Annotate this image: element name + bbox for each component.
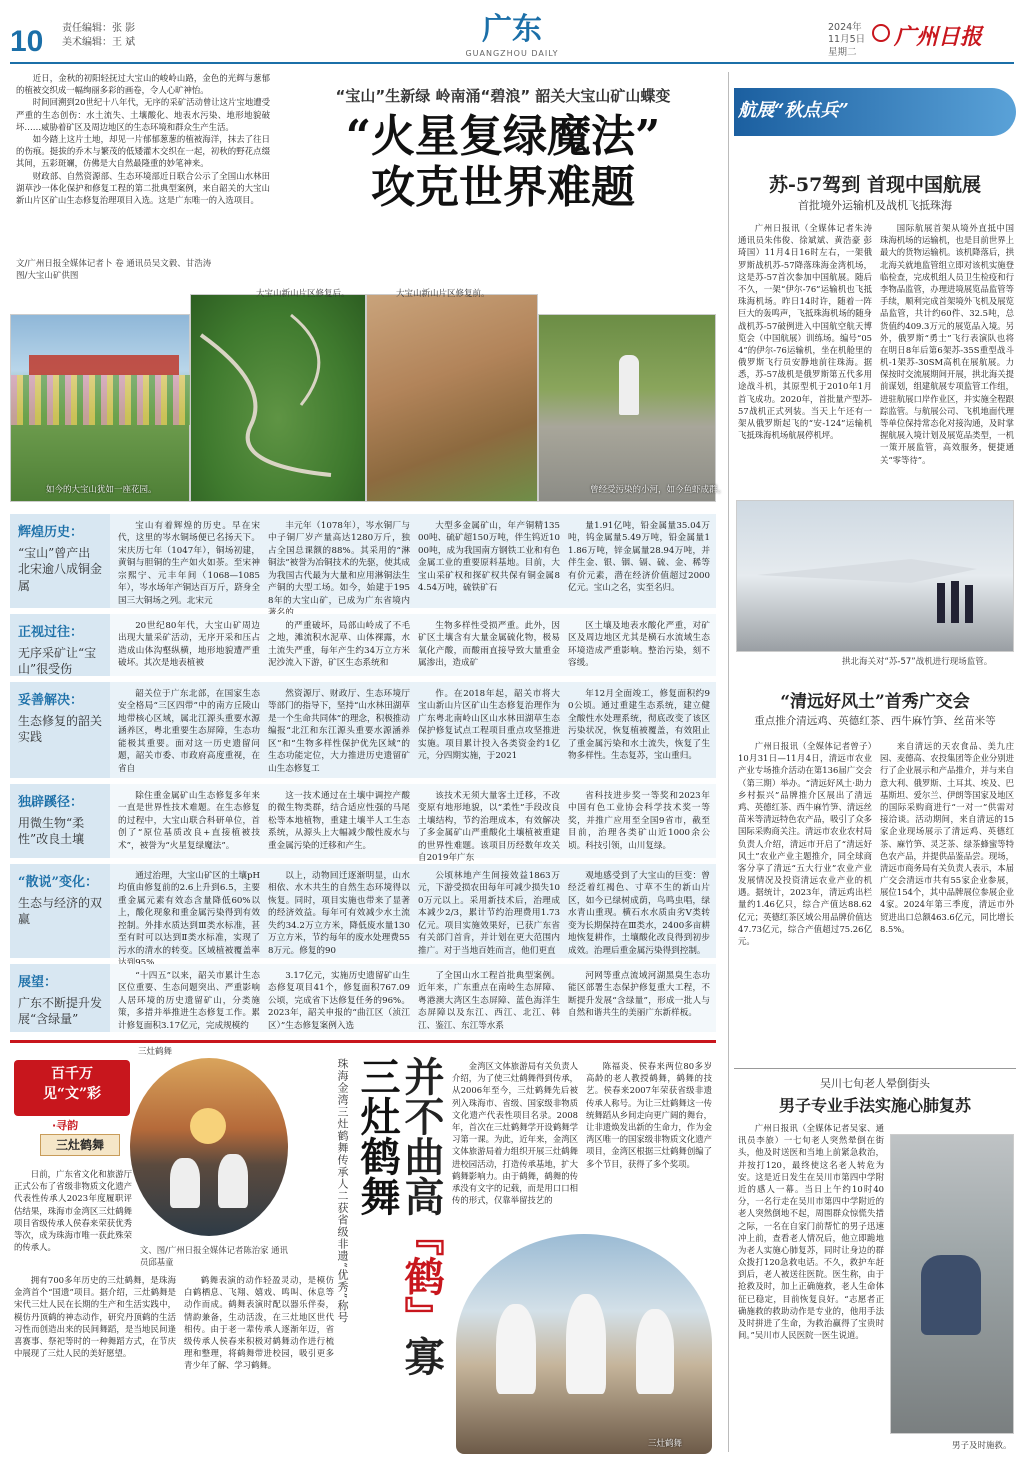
cpr-rule <box>734 1068 1016 1069</box>
lead-intro-p2: 时间回溯到20世纪十八年代，无序的采矿活动曾让这片宝地遭受严重的生态创伤：水土流失、土壤酸化、地表水污染、地形地貌破坏……威胁着矿区及周边地区的生态环境和群众生产生活。 <box>16 97 270 132</box>
photo-label-crane-2: 三灶鹤舞 <box>648 1439 683 1449</box>
badge-top: 百千万 <box>51 1066 93 1082</box>
cpr-text: 广州日报讯（全媒体记者吴家、通讯员李旅）一七旬老人突然晕倒在街头，他及时送医和当地上前紧急救治，并按打120，最终使这名老人转危为安。这是近日发生在吴川市第四中学附近的感人一幕。当日上午约10时40分，一名行走在吴川市第四中学附近的老人突然倒地不起，周围群众惊慌失措之际，一名在自家门前帮忙的男子迅速冲上前，查看老人情况后，他立即跪地为老人实施心肺复苏，同时让身边的群众拨打120急救电话。不久，救护车赶到后，老人被送往医院。医生称，由于抢救及时，加上正确施救，老人生命体征已稳定，目前恢复良好。“志愿者正确施救的救助动作是专业的，他用手法及时拼进了生命，为救治赢得了宝贵时间。”吴川市人民医院一医生说道。 <box>738 1123 884 1341</box>
feature-body4: 陈福炎、侯春来两位80多岁高龄的老人教授鹤舞，鹤舞的技艺。侯春来2007年荣获省级非遗传承人称号。为让三灶鹤舞这一传统舞蹈从乡间走向更广阔的舞台，让非遗焕发出新的生命力，作为金湾区唯一的国家级非物质文化遗产项目，金湾区根据三灶鹤舞创编了多个节目，获得了多个奖项。 <box>586 1061 712 1169</box>
band-outlook-col2: 3.17亿元，实施历史遗留矿山生态修复项目41个，修复面积767.09公顷，完成省下达修复任务的96%。2023年，韶关申报的“曲江区（浈江区）”生态修复案例入选 <box>268 971 410 1031</box>
band-outlook-key: 展望： <box>18 975 58 990</box>
band-change-label <box>10 864 110 958</box>
band-past-label <box>10 614 110 676</box>
caption-after: 大宝山新山片区修复后。 <box>256 289 350 299</box>
su57-text2: 国际航展首架从境外直抵中国珠海机场的运输机，也是目前世界上最大的货物运输机。该机降落后，拱北海关就地监管组立即对该机实施登临检查，完成机组人员卫生检疫和行李物品监管，办理进境展览品监管等手续，顺利完成首架境外飞机及展览品监管，共计约60件、32.5吨，总货值约409.3万元的展览品入境。另外，俄罗斯“勇士”飞行表演队也将在明日8年后第6架苏-35S重型战斗机-1架苏-30SM高机在展航展。力保按时交流展期间开展，拱北海关提前谋划，组建航展专项监管工作组，进驻航展口岸作业区，并实施全程跟踪监管。与航展公司、飞机地面代理等单位保持常态化对接沟通，及时掌握航展入境计划及展览品类型，一机一策开展监管，高效服务，便捷通关“零等待”。 <box>880 223 1014 465</box>
band-microbe-label <box>10 784 110 858</box>
band-solution-label <box>10 682 110 778</box>
band-solution <box>10 682 716 778</box>
badge-tag: ·寻韵 <box>52 1119 79 1132</box>
date-year: 2024年 <box>828 22 862 33</box>
band-history-col2: 丰元年（1078年），岑水铜厂与中子铜厂岁产量高达1280万斤，独占全国总课额的88%。其采用的“淋铜法”被誉为冶铜技术的先驱，使其成为我国古代最为大量和应用淋铜法生产铜的大型工场。如今，始建于1958年的大宝山矿，已成为广东省境内 <box>268 521 410 606</box>
band-history-value: “宝山”曾产出北宋逾八成铜金属 <box>18 545 103 593</box>
band-microbe-key: 独辟蹊径： <box>18 795 84 810</box>
su57-col2 <box>880 222 1014 466</box>
editor-label: 责任编辑：张 影 <box>62 23 136 34</box>
photo-credit: 图/大宝山矿供图 <box>16 271 79 282</box>
band-past-key: 正视过往： <box>18 625 84 640</box>
qingyuan-col2 <box>880 740 1014 935</box>
lead-headline <box>290 112 716 213</box>
band-history-col3: 大型多金属矿山，年产铜精13500吨、硫矿超150万吨，伴生钨近1000吨，成为我国南方钢铁工业和有色金属工业的重要原料基地。目前，大宝山采矿权和探矿权共保有铜金属84.54万吨，硫铁矿石 <box>418 521 560 594</box>
band-past-col2: 的严重破坏，局部山岭成了不毛之地，滩流积水泥草、山体裸露，水土流失严重，每年产生约34万立方米泥沙流入下游，矿区生态系统和 <box>268 621 410 669</box>
su57-subtitle: 首批境外运输机及战机飞抵珠海 <box>798 199 952 212</box>
feature-deck: 珠海金湾三灶鹤舞传承人二获省级非遗“优秀”称号 <box>335 1058 349 1324</box>
feature-body-col2 <box>184 1274 334 1372</box>
lead-kicker: “宝山”生新绿 岭南涌“碧浪” 韶关大宝山矿山蝶变 <box>335 87 671 105</box>
photo-before-restoration <box>366 294 538 502</box>
masthead-logo-icon <box>872 24 890 42</box>
lead-byline <box>16 258 211 283</box>
date-weekday: 星期二 <box>828 46 857 58</box>
qingyuan-col1 <box>738 740 872 947</box>
feature-title <box>398 1056 445 1376</box>
lead-intro-p3: 如今踏上这片土地，却见一片郁郁葱葱的植被海洋，抹去了往日的伤痕。挺拔的乔木与繁茂的低矮灌木交织在一起，初秋的野花点缀其间，五彩斑斓，仿佛是大自然最隆重的妙笔神来。 <box>16 133 270 169</box>
band-solution-col3: 作。在2018年起，韶关市将大宝山新山片区矿山生态修复治理作为广东粤北南岭山区山水林田湖草生态保护修复试点工程项目重点攻坚推进实施。项目累计投入各类资金约1亿元，分四期实施，于2021 <box>418 689 560 762</box>
cpr-body <box>738 1122 884 1341</box>
band-past-value: 无序采矿让“宝山”很受伤 <box>18 645 97 677</box>
qingyuan-text1: 广州日报讯（全媒体记者曾子）10月31日—11月4日，清远市农业产业专场推介活动在第136届广交会（第三期）举办。“清远好风土·助力乡村振兴”品牌推介区展出了清远鸡、英德红茶、西牛麻竹笋、清远丝苗米等清远特色农产品，吸引了众多国际采购商关注。清远市农业农村局负责人介绍，清远市开启了“清远好风土”农业产业主题推介，同全球商客分享了清远“五大行业”农业产业发展情况及投资清远农业产业的机遇。据统计，2023年，清远鸡出栏量约1.46亿只，综合产值达88.62亿元；英德红茶区域公用品牌价值达47.73亿元，综合产值超过75.26亿元。 <box>738 741 872 946</box>
lead-intro <box>16 72 270 206</box>
band-history-label <box>10 514 110 608</box>
issue-date <box>828 22 865 59</box>
band-change-value: 生态与经济的双赢 <box>18 895 103 927</box>
feature-badge <box>14 1060 130 1116</box>
band-outlook-value: 广东不断提升发展“含绿量” <box>18 995 103 1027</box>
feature-title-quote: 『鹤』 <box>398 1216 445 1336</box>
band-outlook-col1: “十四五”以来，韶关市累计生态区位重要、生态问题突出、严重影响人居环境的历史遗留矿山，分类施策，多措并举推进生态修复工作。累计修复面积3.17亿元，完成规模约 <box>118 971 260 1031</box>
photo-after-restoration <box>190 294 366 502</box>
lead-title-line2: 攻克世界难题 <box>371 161 635 213</box>
band-past <box>10 614 716 676</box>
feature-title-c: 三灶鹤舞 <box>354 1056 401 1216</box>
photo-clean-river <box>538 314 716 502</box>
band-history-key: 辉煌历史： <box>18 525 84 540</box>
photo-su57-jet <box>736 500 1014 652</box>
caption-cpr: 男子及时施救。 <box>952 1441 1012 1451</box>
band-microbe-col1: 除住重金属矿山生态修复多年来一直是世界性技术难题。在生态修复的过程中，大宝山联合科研单位，首创了“原位基质改良+直接植被技术”，被誉为“火星复绿魔法”。 <box>118 791 260 851</box>
qingyuan-text2: 来自清远的天农食品、美九庄园、麦德高、农投集团等企业分别进行了企业展示和产品推介，并与来自意大利、俄罗斯、土耳其、埃及、巴基斯坦、爱尔兰、伊朗等国家及地区的国际采购商进行“一对一”供需对接洽谈。活动期间，来自清远的15家企业现场展示了清远鸡、英德红茶、麻竹笋、灵芝茶、绿茶蜂蜜等特色农产品，并提供品鉴品尝。现场，清远市商务局有关负责人表示，本届广交会清远市共有55家企业参展，展位154个，其中品牌展位参展企业4家。2024年第三季度，清远市外贸进出口总额463.6亿元，同比增长8.5%。 <box>880 741 1014 934</box>
column-divider <box>728 72 729 1452</box>
su57-title: 苏-57驾到 首现中国航展 <box>769 174 981 196</box>
section-subtitle: GUANGZHOU DAILY <box>465 49 559 58</box>
feature-title-b: 寡 <box>398 1336 445 1376</box>
band-past-col4: 区土壤及地表水酸化严重，对矿区及周边地区尤其是横石水流域生态环境造成严重影响。整治污染，刻不容缓。 <box>568 621 710 669</box>
band-change-col4: 观地感受到了大宝山的巨变：曾经泛着红褐色、寸草不生的新山片区，如今已绿树成荫，鸟鸣虫唱，绿水青山重现。横石水水质由劣Ⅴ类转变为长期保持在Ⅲ类水，2400多亩耕地恢复耕作，土壤酸化改良得到初步成效。治理后重金属污染得到控制。 <box>568 871 710 956</box>
band-change-col1: 通过治理，大宝山矿区的土壤pH均值由修复前的2.6上升到6.5，主要重金属元素有效态含量降低60%以上，酸化现象和重金属污染得到有效控制。外排水质达到Ⅲ类水标准，甚至有时可以达到Ⅱ类水标准，实现了污水的清水的转变。区域植被覆盖率 <box>118 871 260 956</box>
cpr-kicker: 吴川七旬老人晕倒街头 <box>820 1077 930 1090</box>
feature-body-col1 <box>14 1274 176 1359</box>
caption-jet: 拱北海关对“苏-57”战机进行现场监管。 <box>842 657 993 667</box>
band-history-col4: 量1.91亿吨，铅金属量35.04万吨，钨金属量5.49万吨，铅金属量11.86万吨，锌金属量28.94万吨，并伴生金、银、铟、镉、硫、金、稀等有价元素，潜在经济价值超过2000亿元。宝山之名，实至名归。 <box>568 521 710 594</box>
masthead: 广州日报 <box>894 24 983 50</box>
band-outlook <box>10 964 716 1032</box>
band-outlook-label <box>10 964 110 1032</box>
band-microbe-col3: 该技术无须大量客土迁移，不改变原有地形地貌，以“柔性”手段改良土壤结构，节约治理成本，有效解决了多金属矿山严重酸化土壤植被重建的世界性难题。该项目历经数年攻关自2019年广东 <box>418 791 560 864</box>
feature-body3: 金湾区文体旅游局有关负责人介绍，为了使三灶鹤舞得到传承，从2006年至今，三灶鹤舞先后被列入珠海市、省级、国家级非物质文化遗产代表性项目名录。2008年，首次在三灶鹤舞学开设鹤舞学习第一课。为此，近年来，金湾区文体旅游局着力组织开展三灶鹤舞进校园活动，打造传承基地，扩大鹤舞影响力。由于鹤舞，鹤舞的传承没有文字的记载，而是用口口相传的形式，仅靠举留技艺的 <box>452 1061 578 1206</box>
qingyuan-title: “清远好风土”首秀广交会 <box>780 692 970 712</box>
lead-intro-p4: 财政部、自然资源部、生态环境部近日联合公示了全国山水林田湖草沙一体化保护和修复工程的第二批典型案例，来自韶关的大宝山新山片区矿山生态修复治理项目入选。这是广东唯一的入选项目。 <box>16 170 270 205</box>
photo-label-crane-1: 三灶鹤舞 <box>138 1047 173 1057</box>
feature-credit: 文、图/广州日报全媒体记者陈治家 通讯员邱基童 <box>140 1245 288 1268</box>
lead-title-line1: “火星复绿魔法” <box>345 111 661 162</box>
airshow-banner-text: 航展“秋点兵” <box>738 100 849 121</box>
byline-text: 文/广州日报全媒体记者卜 卷 通讯员吴文毅、甘浩涛 <box>16 259 212 269</box>
road-lines-icon <box>191 295 367 503</box>
feature-intro <box>14 1168 132 1253</box>
band-solution-col2: 然资源厅、财政厅、生态环境厅等部门的指导下，坚持“山水林田湖草是一个生命共同体”的理念，积极推动编报“北江和东江源头重要水源涵养区”和“生物多样性保护优先区域”的生态功能定位，大力推进历史遗留矿山生态修复工 <box>268 689 410 774</box>
band-microbe-value: 用微生物“柔性”改良土壤 <box>18 815 85 847</box>
band-solution-col1: 韶关位于广东北部，在国家生态安全格局“三区四带”中的南方丘陵山地带核心区域，属北江源头重要水源涵养区，粤北重要生态屏障，生态功能极其重要。面对这一历史遗留问题，韶关市委、市政府高度重视，在省自 <box>118 689 260 774</box>
band-history-col1: 宝山有着辉煌的历史。早在宋代，这里的岑水铜场便已名扬天下。宋庆历七年（1047年），铜场初建，黄铜与胆铜的生产如火如荼。至宋神宗熙宁、元丰年间（1068—1085年），岑水场年产铜达百万斤，跻身全国三大铜场之列。北宋元 <box>118 521 260 606</box>
band-past-col1: 20世纪80年代，大宝山矿周边出现大量采矿活动，无序开采和压占造成山体沟壑纵横，地形地貌遭严重破坏。其次是地表植被 <box>118 621 260 669</box>
feature-intro-text: 日前，广东省文化和旅游厅正式公布了省级非物质文化遗产代表性传承人2023年度履职评估结果，珠海市金湾区三灶鹤舞项目省级传承人侯春来荣获优秀等次，成为珠海市唯一获此殊荣的传承人。 <box>14 1169 132 1253</box>
band-outlook-col3: 了全国山水工程首批典型案例。近年来，广东重点在南岭生态屏障、粤港澳大湾区生态屏障、蓝色海洋生态屏障以及东江、西江、北江、韩江、鉴江、东江等水系 <box>418 971 560 1031</box>
band-change-col2: 以上，动物回迁逐渐明显，山水相依、水木共生的自然生态环境得以恢复。同时，项目实施也带来了显著的经济效益。每年可有效减少水土流失约34.2万立方米，降低废水量130万立方米，节约每年的废水处理费558万元。修复的90 <box>268 871 410 956</box>
photo-cpr <box>890 1134 1014 1434</box>
su57-text1: 广州日报讯（全媒体记者朱涛 通讯员朱伟俊、徐斌斌、黄浩豪 彭琦国）11月4日16时左右，一架俄罗斯战机苏-57降落珠海金湾机场，这是苏-57首次参加中国航展。随后不久，一架“伊尔-76”运输机也飞抵珠海机场。昨日14时许，随着一阵巨大的轰鸣声，飞抵珠海机场的随身战机苏-57破例进入中国航空航天博览会（中国航展）训练场。编号“054”的伊尔-76运输机，坐在机舱里的俄罗斯飞行员安静地前往珠海。据悉，苏-57战机是俄罗斯第五代多用途战斗机，其原型机于2010年1月首飞成功。2020年，首批量产型苏-57战机正式列装。当天上午还有一架从俄罗斯起飞的“安-124”运输机飞抵珠海机场航展停机坪。 <box>738 223 872 441</box>
band-change-key: “散说”变化： <box>18 875 98 890</box>
feature-body2: 鹤舞表演的动作轻盈灵动，是模仿白鹤栖息、飞翔、嬉戏、鸣叫、休息等动作而成。鹤舞表演时配以器乐伴奏，情韵兼备，生动活泼，在三灶地区世代相传。由于老一辈传承人逐渐年迈，省级传承人侯春来积极对鹤舞动作进行梳理和整理，将鹤舞带进校园，吸引更多青少年了解、学习鹤舞。 <box>184 1275 334 1371</box>
band-solution-value: 生态修复的韶关实践 <box>18 713 103 745</box>
su57-col1 <box>738 222 872 441</box>
feature-body-col4 <box>586 1060 712 1170</box>
header-rule <box>10 62 1014 64</box>
airshow-banner <box>734 88 1016 136</box>
band-microbe-col2: 这一技术通过在土壤中调控产酸的微生物类群，结合适应性强的马尾松等本地植物，重建土壤半人工生态系统，从源头上大幅减少酸性废水与重金属污染的迁移和产生。 <box>268 791 410 851</box>
section-title: 广东 <box>482 12 542 47</box>
photo-flower-garden <box>10 314 190 502</box>
cpr-title: 男子专业手法实施心肺复苏 <box>778 1096 971 1115</box>
caption-flower: 如今的大宝山犹如一座花园。 <box>46 485 157 495</box>
feature-top-rule <box>10 1040 716 1043</box>
feature-body1: 拥有700多年历史的三灶鹤舞，是珠海金湾首个“国遗”项目。据介绍，三灶鹤舞是宋代三灶人民在长期的生产和生活实践中，模仿丹顶鹤的神态动作，研究丹顶鹤的生活习性而创造出来的民间舞蹈，是当地民间逢喜赛事、祭祀等时的一种舞蹈方式，在节庆中展现了三灶人民的美好愿望。 <box>14 1275 176 1359</box>
feature-body-col3 <box>452 1060 578 1206</box>
band-solution-key: 妥善解决： <box>18 693 84 708</box>
date-month-day: 11月5日 <box>828 34 866 46</box>
feature-title-a: 并不曲高 <box>398 1056 445 1216</box>
caption-before: 大宝山新山片区修复前。 <box>396 289 490 299</box>
lead-intro-p1: 近日，金秋的初阳轻抚过大宝山的峻岭山路，金色的光辉与葱郁的植被交织成一幅绚丽多彩的画卷，令人心旷神怡。 <box>16 73 270 96</box>
badge-mid: 见“文”彩 <box>42 1086 102 1103</box>
qingyuan-subtitle: 重点推介清远鸡、英德红茶、西牛麻竹笋、丝苗米等 <box>754 715 996 727</box>
band-solution-col4: 年12月全面竣工，修复面积约90公顷。通过重建生态系统，建立健全酸性水处理系统，彻底改变了该区污染状况，恢复植被覆盖，有效阻止了重金属污染和水土流失，恢复了生物多样性。生态复苏，宝山重归。 <box>568 689 710 762</box>
photo-crane-dance <box>456 1234 712 1454</box>
band-change <box>10 864 716 958</box>
band-outlook-col4: 河网等重点流域河湖黑臭生态功能区部署生态保护修复重大工程，不断提升发展“含绿量”，形成一批人与自然和谐共生的美丽广东新样板。 <box>568 971 710 1019</box>
art-editor-label: 美术编辑：王 斌 <box>62 36 136 48</box>
badge-name: 三灶鹤舞 <box>40 1134 120 1156</box>
band-history <box>10 514 716 608</box>
band-microbe <box>10 784 716 864</box>
band-microbe-col4: 省科技进步奖一等奖和2023年中国有色工业协会科学技术奖一等奖，并推广应用至全国9省市，截至目前，治理各类矿山近1000余公顷。科技引领，山川复绿。 <box>568 791 710 851</box>
photo-crane-sunset <box>130 1058 288 1236</box>
band-change-col3: 公顷林地产生间接效益1863万元，下游受损农田每年可减少损失100万元以上。采用新技术后，治理成本减少2/3，累计节约治理费用1.73亿元。项目实施效果好，已获广东省有关部门首肯，并计划在更大范围内推广。对于当地百姓而言，他们更直 <box>418 871 560 956</box>
page-number: 10 <box>10 25 44 58</box>
caption-river: 曾经受污染的小河，如今鱼虾成群。 <box>590 485 727 495</box>
band-past-col3: 生物多样性受损严重。此外，因矿区土壤含有大量金属硫化物，极易氧化产酸，而酸雨直接导致大量重金属渗出，造成矿 <box>418 621 560 669</box>
